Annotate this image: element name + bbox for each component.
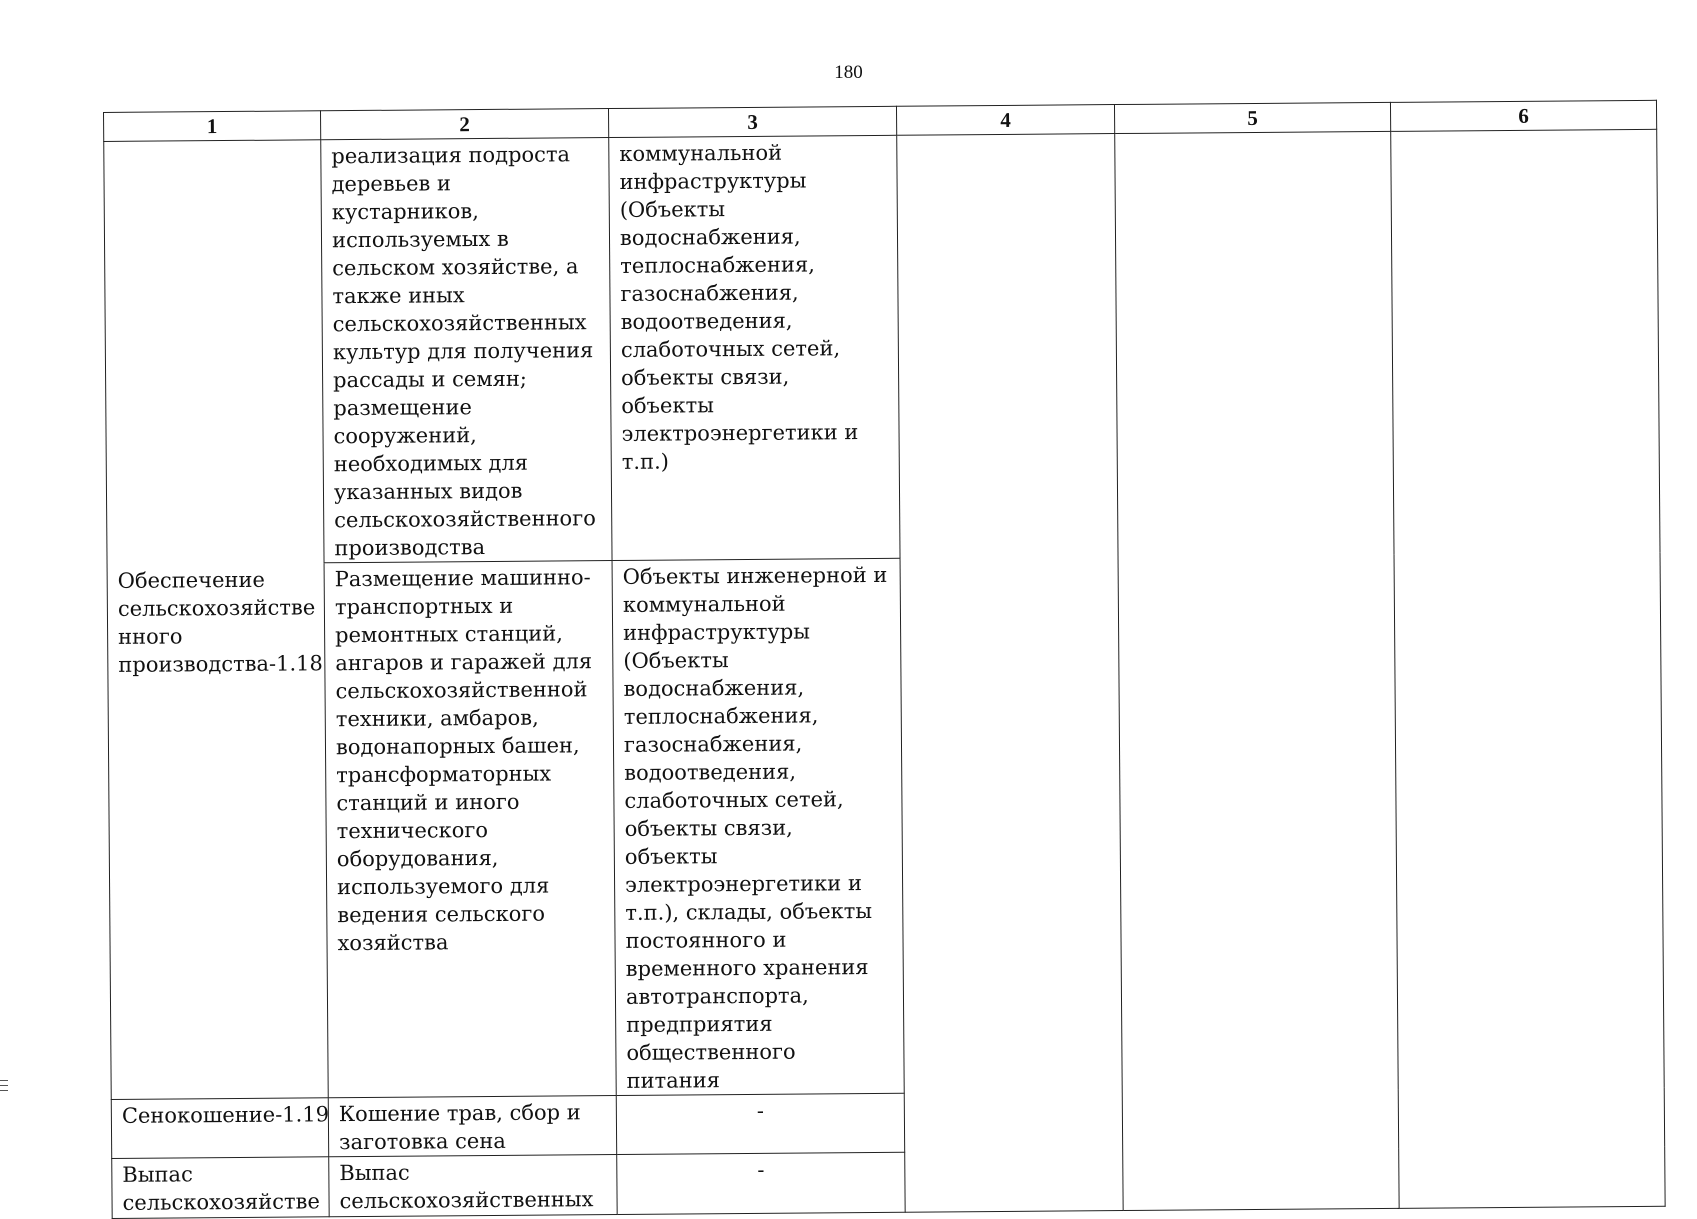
scan-margin-marks [0, 1080, 8, 1095]
objects-cell: - [616, 1093, 904, 1154]
table-row [104, 129, 1660, 564]
land-use-type-cell [104, 140, 324, 565]
column-header-2: 2 [320, 109, 608, 140]
description-cell: Выпас сельскохозяйственных [329, 1154, 617, 1216]
description-cell: Кошение трав, сбор и заготовка сена [328, 1095, 616, 1156]
column-header-4: 4 [896, 105, 1114, 136]
column-4-cell [897, 134, 1123, 1213]
land-use-type-cell: Сенокошение-1.19 [111, 1098, 328, 1159]
objects-cell: коммунальной инфраструктуры (Объекты водоснабжения, теплоснабжения, газоснабжения, водоотведения, слаботочных сетей, объекты связи, объекты электроэнергетики и т.п.) [609, 135, 900, 560]
objects-cell: Объекты инженерной и коммунальной инфраструктуры (Объекты водоснабжения, теплоснабжения, газоснабжения, водоотведения, слаботочных сетей, объекты связи, объекты электроэнергетики и т.п.), склады, объекты постоянного и временного хранения автотранспорта, предприятия общественного питания [612, 558, 904, 1095]
column-5-cell [1115, 131, 1399, 1210]
description-cell: реализация подроста деревьев и кустарников, используемых в сельском хозяйстве, а также иных сельскохозяйственных культур для получения рассады и семян; размещение сооружений, необходимых для указанных видов сельскохозяйственного производства [321, 138, 612, 563]
description-cell: Размещение машинно- транспортных и ремонтных станций, ангаров и гаражей для сельскохозяйственной техники, амбаров, водонапорных башен, трансформаторных станций и иного технического оборудования, используемого для ведения сельского хозяйства [324, 561, 616, 1098]
land-use-type-cell: Выпас сельскохозяйстве [112, 1157, 329, 1219]
column-6-cell [1391, 129, 1665, 1208]
column-header-5: 5 [1114, 102, 1390, 133]
objects-cell: - [617, 1152, 905, 1214]
land-use-table [103, 100, 1666, 1219]
page-number: 180 [834, 62, 863, 83]
land-use-type-cell: Обеспечение сельскохозяйстве нного производства-1.18 [107, 563, 328, 1100]
column-header-3: 3 [608, 106, 896, 137]
column-header-6: 6 [1390, 100, 1656, 131]
column-header-1: 1 [104, 111, 321, 142]
